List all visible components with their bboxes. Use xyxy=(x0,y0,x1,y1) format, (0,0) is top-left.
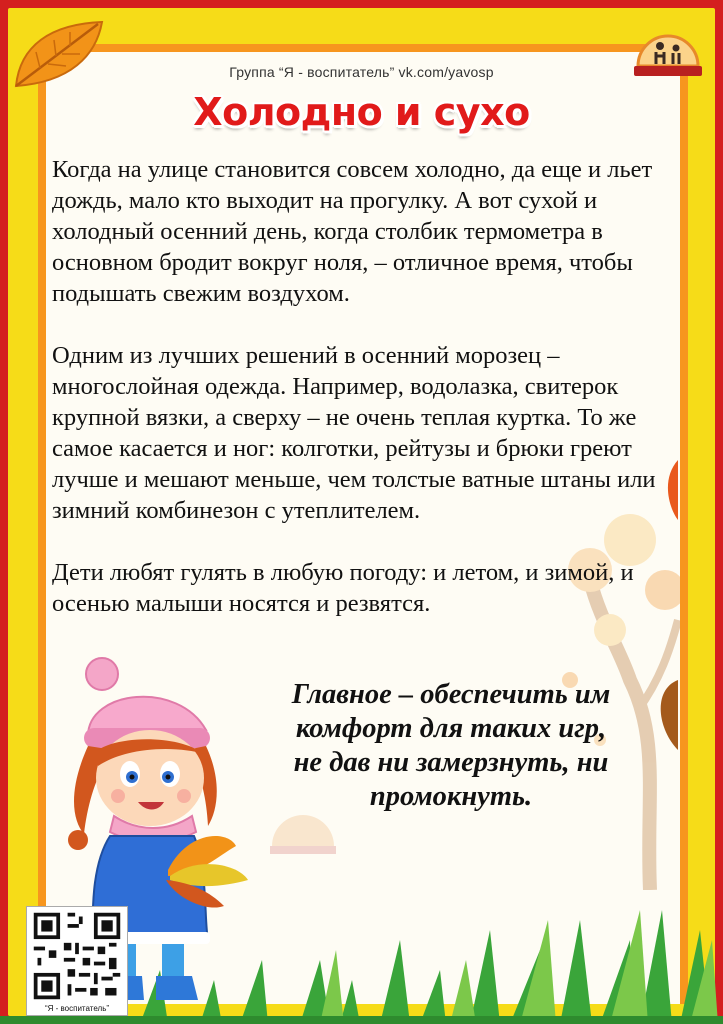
paragraph-3: Дети любят гулять в любую погоду: и летом, и зимой, и осенью малыши носятся и резвятся. xyxy=(52,559,634,617)
highlight-callout xyxy=(246,678,656,814)
qr-caption: “Я - воспитатель” xyxy=(44,1004,110,1013)
highlight-line: промокнуть. xyxy=(369,781,533,812)
highlight-line: Главное – обеспечить им xyxy=(291,679,611,710)
qr-code-block[interactable] xyxy=(26,906,128,1016)
paragraph-2: Одним из лучших решений в осенний морозец – многослойная одежда. Например, водолазка, свитерок крупной вязки, а сверху – не очень теплая куртка. То же самое касается и ног: колготки, рейтузы и брюки греют лучше и мешают меньше, чем толстые ватные штаны или зимний комбинезон с утеплителем. xyxy=(52,342,656,524)
highlight-line: комфорт для таких игр, xyxy=(295,713,607,744)
paragraph-1: Когда на улице становится совсем холодно, да еще и льет дождь, мало кто выходит на прогулку. А вот сухой и холодный осенний день, когда столбик термометра в основном бродит вокруг ноля, – отличное время, чтобы подышать свежим воздухом. xyxy=(52,156,653,307)
highlight-line: не дав ни замерзнуть, ни xyxy=(293,747,609,778)
page-title: Холодно и сухо xyxy=(193,90,530,134)
body-text xyxy=(52,154,680,650)
autumn-leaf-icon xyxy=(10,16,110,96)
qr-code-icon xyxy=(27,909,127,1003)
group-header-line: Группа “Я - воспитатель” vk.com/yavosp xyxy=(229,64,494,80)
